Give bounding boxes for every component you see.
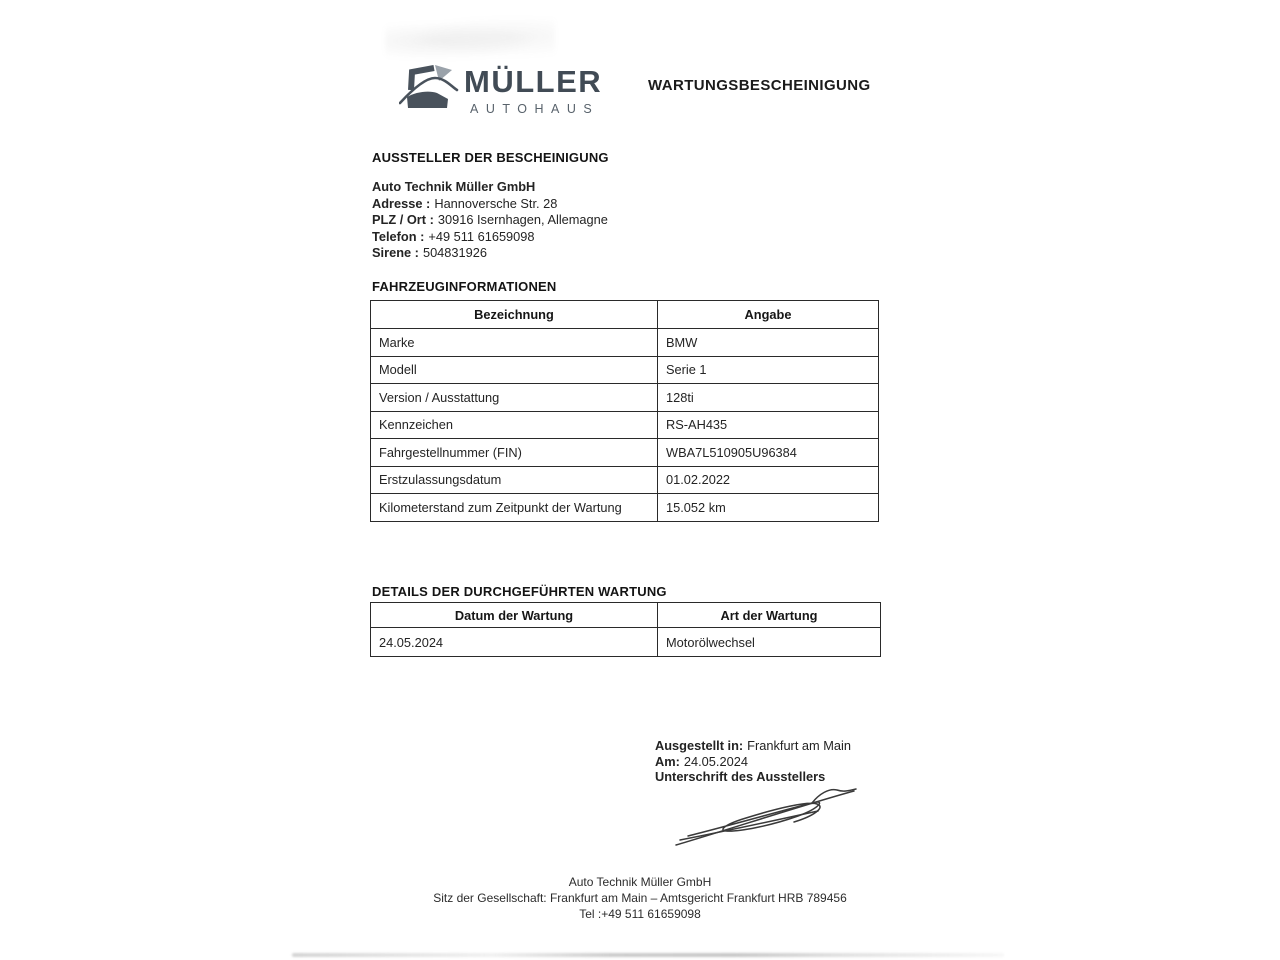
footer-registration: Sitz der Gesellschaft: Frankfurt am Main – Amtsgericht Frankfurt HRB 789456 bbox=[433, 891, 847, 906]
issuer-address-line bbox=[372, 196, 608, 213]
cell-label: Fahrgestellnummer (FIN) bbox=[371, 439, 658, 467]
handwritten-signature bbox=[666, 780, 871, 858]
column-header-art: Art der Wartung bbox=[658, 603, 881, 628]
city-value: 30916 Isernhagen, Allemagne bbox=[437, 212, 608, 227]
cell-label: Erstzulassungsdatum bbox=[371, 466, 658, 494]
cell-value: WBA7L510905U96384 bbox=[658, 439, 879, 467]
table-row bbox=[371, 628, 881, 657]
siren-label: Sirene : bbox=[372, 245, 419, 260]
cell-label: Kilometerstand zum Zeitpunkt der Wartung bbox=[371, 494, 658, 522]
logo-name: MÜLLER bbox=[464, 64, 603, 99]
logo-text bbox=[464, 62, 602, 116]
cell-value: 128ti bbox=[658, 384, 879, 412]
maintenance-table-header-row bbox=[371, 603, 881, 628]
vehicle-table-header-row bbox=[371, 301, 879, 329]
scan-smudge-bottom bbox=[292, 953, 1004, 957]
cell-value: 15.052 km bbox=[658, 494, 879, 522]
signature-label: Unterschrift des Ausstellers bbox=[655, 769, 826, 784]
address-value: Hannoversche Str. 28 bbox=[434, 195, 558, 211]
vehicle-info-table bbox=[370, 300, 879, 522]
cell-label: Modell bbox=[371, 356, 658, 384]
issuance-block bbox=[655, 738, 851, 785]
issued-in-value: Frankfurt am Main bbox=[747, 738, 851, 753]
table-row bbox=[371, 439, 879, 467]
company-logo bbox=[399, 62, 602, 116]
logo-subtitle: AUTOHAUS bbox=[470, 101, 600, 116]
footer-company: Auto Technik Müller GmbH bbox=[568, 875, 712, 889]
issued-in-line bbox=[655, 738, 851, 754]
city-label: PLZ / Ort : bbox=[372, 212, 434, 227]
cell-date: 24.05.2024 bbox=[371, 628, 658, 657]
scan-smudge-top bbox=[385, 18, 555, 64]
table-row bbox=[371, 466, 879, 494]
column-header-angabe: Angabe bbox=[658, 301, 879, 329]
document-footer bbox=[320, 874, 960, 923]
siren-value: 504831926 bbox=[422, 245, 488, 260]
issuer-section-heading: AUSSTELLER DER BESCHEINIGUNG bbox=[372, 150, 609, 165]
table-row bbox=[371, 411, 879, 439]
issuer-details-block bbox=[372, 179, 608, 262]
issued-date-value: 24.05.2024 bbox=[683, 753, 748, 769]
car-logo-icon bbox=[399, 62, 459, 114]
issuer-phone-line bbox=[372, 229, 608, 246]
issuer-siren-line bbox=[372, 245, 608, 262]
column-header-datum: Datum der Wartung bbox=[371, 603, 658, 628]
table-row bbox=[371, 356, 879, 384]
issued-date-label: Am: bbox=[655, 753, 680, 769]
issuer-company-name: Auto Technik Müller GmbH bbox=[372, 179, 536, 194]
maintenance-table bbox=[370, 602, 881, 657]
issuer-city-line bbox=[372, 212, 608, 229]
cell-label: Version / Ausstattung bbox=[371, 384, 658, 412]
column-header-bezeichnung: Bezeichnung bbox=[371, 301, 658, 329]
document-title: WARTUNGSBESCHEINIGUNG bbox=[648, 77, 871, 94]
phone-label: Telefon : bbox=[372, 228, 425, 244]
cell-value: Serie 1 bbox=[658, 356, 879, 384]
phone-value: +49 511 61659098 bbox=[428, 228, 535, 244]
cell-value: BMW bbox=[658, 329, 879, 357]
cell-type: Motorölwechsel bbox=[658, 628, 881, 657]
table-row bbox=[371, 384, 879, 412]
vehicle-section-heading: FAHRZEUGINFORMATIONEN bbox=[372, 279, 557, 294]
footer-phone: Tel :+49 511 61659098 bbox=[579, 907, 701, 922]
issued-in-label: Ausgestellt in: bbox=[655, 738, 744, 753]
cell-label: Kennzeichen bbox=[371, 411, 658, 439]
cell-value: RS-AH435 bbox=[658, 411, 879, 439]
issued-date-line bbox=[655, 754, 851, 770]
cell-value: 01.02.2022 bbox=[658, 466, 879, 494]
maintenance-section-heading: DETAILS DER DURCHGEFÜHRTEN WARTUNG bbox=[372, 584, 667, 599]
cell-label: Marke bbox=[371, 329, 658, 357]
table-row bbox=[371, 494, 879, 522]
table-row bbox=[371, 329, 879, 357]
address-label: Adresse : bbox=[372, 195, 431, 211]
